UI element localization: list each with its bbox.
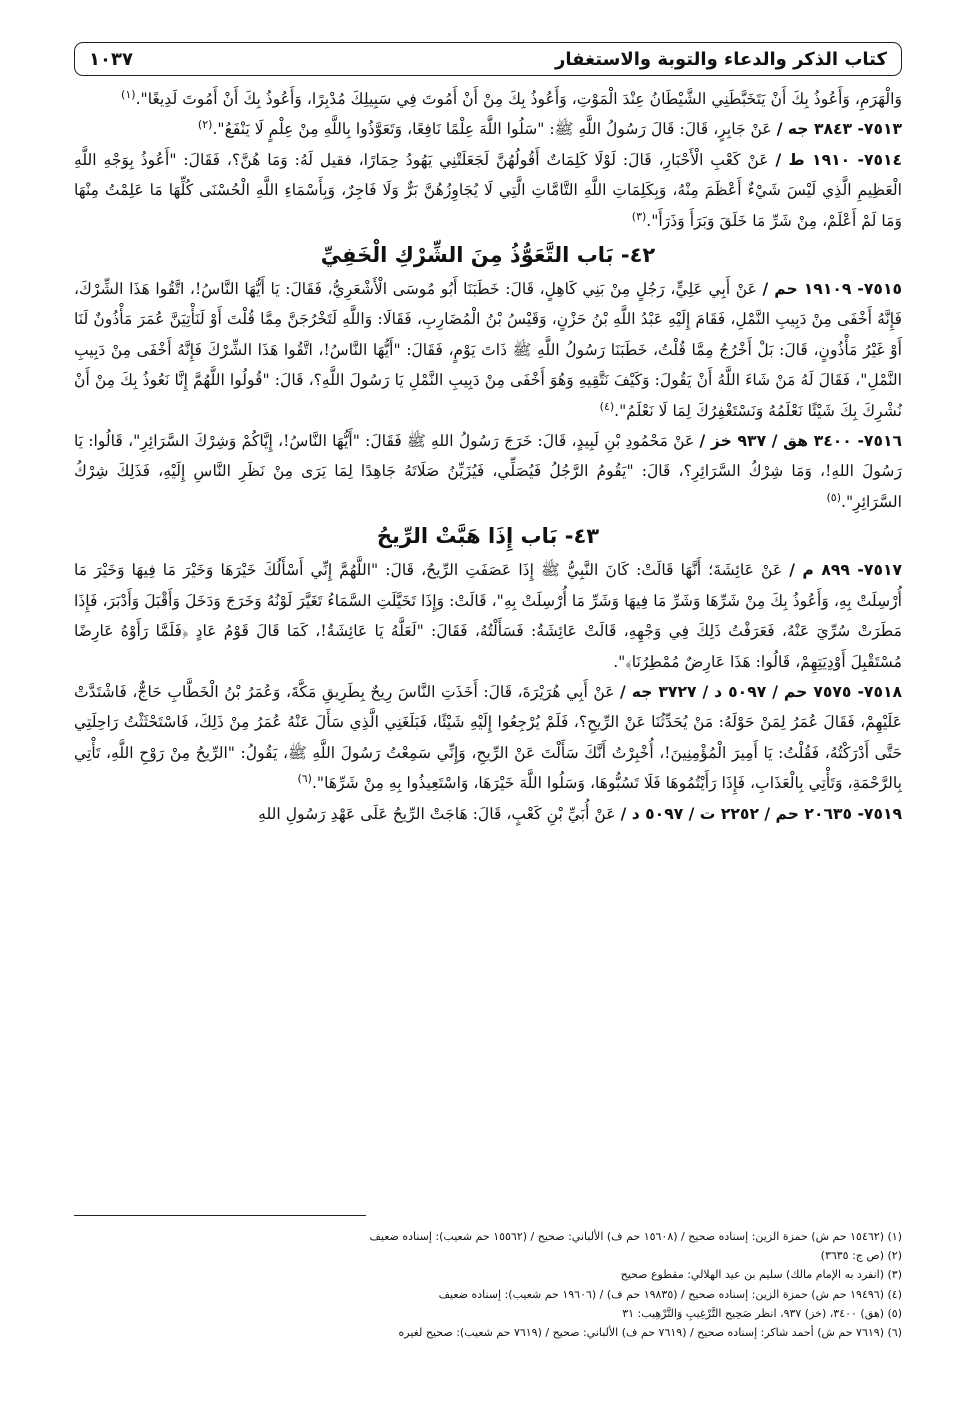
hadith-text: عَنْ مَحْمُودِ بْنِ لَبِيدٍ، قَالَ: خَرَجَ رَسُولُ اللهِ ﷺ فَقَالَ: "أَيُّهَا النَّاسُ!، إِيَّاكُمْ وَشِرْكَ السَّرَائِرِ"، قَالُوا: يَا رَسُولَ اللهِ!، وَمَا شِرْكُ السَّرَائِرِ؟، قَالَ: "يَقُومُ الرَّجُلُ فَيُصَلِّي، فَيُزَيِّنُ صَلَاتَهُ جَاهِدًا لِمَا يَرَى مِنْ نَظَرِ النَّاسِ إِلَيْهِ، فَذَلِكَ شِرْكُ السَّرَائِرِ". [74,432,902,511]
hadith-paragraph [74,677,902,799]
paragraph-text: وَالْهَرَمِ، وَأَعُوذُ بِكَ أَنْ يَتَخَبَّطَنِي الشَّيْطَانُ عِنْدَ الْمَوْتِ، وَأَعُوذُ بِكَ مِنْ أَنْ أَمُوتَ فِي سَبِيلِكَ مُدْبِرًا، وَأَعُوذُ بِكَ أَنْ أَمُوتَ لَدِيغًا". [135,90,902,108]
hadith-text: عَنْ كَعْبِ الْأَحْبَارِ، قَالَ: لَوْلَا كَلِمَاتٌ أَقُولُهُنَّ لَجَعَلَتْنِي يَهُودُ حِمَارًا، فقيل لَهُ: وَمَا هُنَّ؟، فَقَالَ: "أَعُوذُ بِوَجْهِ اللَّهِ الْعَظِيمِ الَّذِي لَيْسَ شَيْءٌ أَعْظَمَ مِنْهُ، وَبِكَلِمَاتِ اللَّهِ التَّامَّاتِ الَّتِي لَا يُجَاوِزُهُنَّ بَرٌّ وَلَا فَاجِرٌ، وَبِأَسْمَاءِ اللَّهِ الْحُسْنَى كُلِّهَا مَا عَلِمْتُ مِنْهَا وَمَا لَمْ أَعْلَمْ، مِنْ شَرِّ مَا خَلَقَ وَبَرَأَ وَذَرَأَ". [74,150,902,230]
hadith-text: عَنْ أُبَيِّ بْنِ كَعْبٍ، قَالَ: هَاجَتْ الرِّيحُ عَلَى عَهْدِ رَسُولِ اللهِ [258,804,616,823]
text-paragraph [74,84,902,114]
footnote: (٤) (١٩٤٩٦ حم ش) حمزة الزين: إسناده صحيح / (١٩٨٣٥ حم ف) / (١٩٦٠٦ حم شعيب): إسناده ضعيف [438,1287,902,1301]
chapter-heading: ٤٢- بَاب التَّعَوُّذُ مِنَ الشِّرْكِ الْخَفِيِّ [320,243,656,268]
hadith-paragraph [74,426,902,517]
footnote: (١) (١٥٤٦٢ حم ش) حمزة الزين: إسناده صحيح / (١٥٦٠٨ حم ف) الألباني: صحيح / (١٥٥٦٢ حم شعيب): إسناده ضعيف [369,1230,902,1243]
page [74,42,902,1382]
footnote: (٢) (ص ج: ٣٦٣٥) [820,1249,902,1263]
hadith-number: ٧٥١٩- ٢٠٦٣٥ حم / ٢٢٥٢ ت / ٥٠٩٧ د / [620,804,902,823]
footnote-ref: (١) [121,87,136,101]
hadith-number: ٧٥١٥- ١٩١٠٩ حم / [762,280,902,299]
footnote-ref: (٣) [631,209,647,223]
hadith-text: عَنْ جَابِرٍ، قَالَ: قَالَ رَسُولُ اللَّهِ ﷺ: "سَلُوا اللَّهَ عِلْمًا نَافِعًا، وَتَعَوَّذُوا بِاللَّهِ مِنْ عِلْمٍ لَا يَنْفَعُ". [212,120,772,139]
hadith-paragraph [74,555,902,677]
footnotes [74,1227,902,1342]
hadith-paragraph [74,799,902,829]
book-title: كتاب الذكر والدعاء والتوبة والاستغفار [555,48,887,70]
chapter-heading: ٤٣- بَاب إِذَا هَبَّتْ الرِّيحُ [376,524,600,549]
footnote-ref: (٤) [599,399,615,413]
footnote: (٦) (٧٦١٩ حم ش) أحمد شاكر: إسناده صحيح / (٧٦١٩ حم ف) الألباني: صحيح / (٧٦١٩ حم شعيب): صحيح لغيره [398,1326,902,1340]
hadith-number: ٧٥١٦- ٣٤٠٠ هق / ٩٣٧ خز / [699,432,902,451]
hadith-number: ٧٥١٨- ٧٥٧٥ حم / ٥٠٩٧ د / ٣٧٢٧ جه / [620,682,902,701]
hadith-paragraph [74,145,902,236]
page-content [74,84,902,829]
hadith-number: ٧٥١٤- ١٩١٠ ط / [775,150,903,169]
hadith-number: ٧٥١٧- ٨٩٩ م / [789,561,902,580]
footnote-ref: (٥) [826,490,841,504]
hadith-text: عَنْ عَائِشَةَ؛ أَنَّهَا قَالَتْ: كَانَ النَّبِيُّ ﷺ إِذَا عَصَفَتِ الرِّيحُ، قَالَ: "اللَّهُمَّ إِنِّي أَسْأَلُكَ خَيْرَهَا وَخَيْرَ مَا فِيهَا وَخَيْرَ مَا أُرْسِلَتْ بِهِ، وَأَعُوذُ بِكَ مِنْ شَرِّهَا وَشَرِّ مَا فِيهَا وَشَرِّ مَا أُرْسِلَتْ بِهِ"، قَالَتْ: وَإِذَا تَخَيَّلَتِ السَّمَاءُ تَغَيَّرَ لَوْنُهُ وَخَرَجَ وَدَخَلَ وَأَقْبَلَ وَأَدْبَرَ، فَإِذَا مَطَرَتْ سُرِّيَ عَنْهُ، فَعَرَفْتُ ذَلِكَ فِي وَجْهِهِ، قَالَتْ عَائِشَةُ: فَسَأَلْتُهُ، فَقَالَ: "لَعَلَّهُ يَا عَائِشَةُ!، كَمَا قَالَ قَوْمُ عَادٍ ﴿فَلَمَّا رَأَوْهُ عَارِضًا مُسْتَقْبِلَ أَوْدِيَتِهِمْ، قَالُوا: هَذَا عَارِضٌ مُمْطِرُنَا﴾". [74,561,902,671]
hadith-text: عَنْ أَبِي هُرَيْرَةَ، قَالَ: أَخَذَتِ النَّاسَ رِيحٌ بِطَرِيقِ مَكَّةَ، وَعُمَرُ بْنُ الْخَطَّابِ حَاجٌّ، فَاشْتَدَّتْ عَلَيْهِمْ، فَقَالَ عُمَرُ لِمَنْ حَوْلَهُ: مَنْ يُحَدِّثُنَا عَنْ الرِّيحِ؟، فَلَمْ يُرْجِعُوا إِلَيْهِ شَيْئًا، فَبَلَغَنِي الَّذِي سَأَلَ عَنْهُ عُمَرُ مِنْ ذَلِكَ، فَاسْتَحْثَثْتُ رَاحِلَتِي حَتَّى أَدْرَكْتُهُ، فَقُلْتُ: يَا أَمِيرَ الْمُؤْمِنِينَ!، أُخْبِرْتُ أَنَّكَ سَأَلْتَ عَنْ الرِّيحِ، وَإِنِّي سَمِعْتُ رَسُولَ اللَّهِ ﷺ، يَقُولُ: "الرِّيحُ مِنْ رَوْحِ اللَّهِ، تَأْتِي بِالرَّحْمَةِ، وَتَأْتِي بِالْعَذَابِ، فَإِذَا رَأَيْتُمُوهَا فَلَا تَسُبُّوهَا، وَسَلُوا اللَّهَ خَيْرَهَا، وَاسْتَعِيذُوا بِهِ مِنْ شَرِّهَا". [74,682,902,793]
footnote-ref: (٢) [197,118,213,132]
page-number: ١٠٣٧ [89,48,133,70]
footnote: (٣) (انفرد به الإمام مالك) سليم بن عيد الهلالي: مقطوع صحيح [620,1268,902,1282]
footnote-divider [74,1215,366,1216]
hadith-paragraph [74,114,902,144]
hadith-number: ٧٥١٣- ٣٨٤٣ جه / [776,120,902,139]
hadith-text: عَنْ أَبِي عَلِيٍّ، رَجُلٍ مِنْ بَنِي كَاهِلٍ، قَالَ: خَطَبَنَا أَبُو مُوسَى الْأَشْعَرِيُّ، فَقَالَ: يَا أَيُّهَا النَّاسُ!، اتَّقُوا هَذَا الشِّرْكَ، فَإِنَّهُ أَخْفَى مِنْ دَبِيبِ النَّمْلِ، فَقَامَ إِلَيْهِ عَبْدُ اللَّهِ بْنُ حَزْنٍ، وَقَيْسُ بْنُ الْمُضَارِبِ، فَقَالَا: وَاللَّهِ لَتَخْرُجَنَّ مِمَّا قُلْتَ أَوْ لَنَأْتِيَنَّ عُمَرَ مَأْذُونٌ لَنَا أَوْ غَيْرُ مَأْذُونٍ، قَالَ: بَلْ أَخْرُجُ مِمَّا قُلْتُ، خَطَبَنَا رَسُولُ اللَّهِ ﷺ ذَاتَ يَوْمٍ، فَقَالَ: "أَيُّهَا النَّاسُ!، اتَّقُوا هَذَا الشِّرْكَ فَإِنَّهُ أَخْفَى مِنْ دَبِيبِ النَّمْلِ"، فَقَالَ لَهُ مَنْ شَاءَ اللَّهُ أَنْ يَقُولَ: وَكَيْفَ نَتَّقِيهِ وَهُوَ أَخْفَى مِنْ دَبِيبِ النَّمْلِ يَا رَسُولَ اللَّهِ؟، قَالَ: "قُولُوا اللَّهُمَّ إِنَّا نَعُوذُ بِكَ مِنْ أَنْ نُشْرِكَ بِكَ شَيْئًا نَعْلَمُهُ وَنَسْتَغْفِرُكَ لِمَا لَا نَعْلَمُ". [74,280,902,420]
footnote: (٥) (هق) ٣٤٠٠، (خز) ٩٣٧، انظر صَحِيح التَّرْغِيبِ وَالتَّرْهِيب: ٣١ [622,1306,902,1320]
hadith-paragraph [74,274,902,426]
footnote-ref: (٦) [297,771,312,785]
page-header [74,42,902,76]
